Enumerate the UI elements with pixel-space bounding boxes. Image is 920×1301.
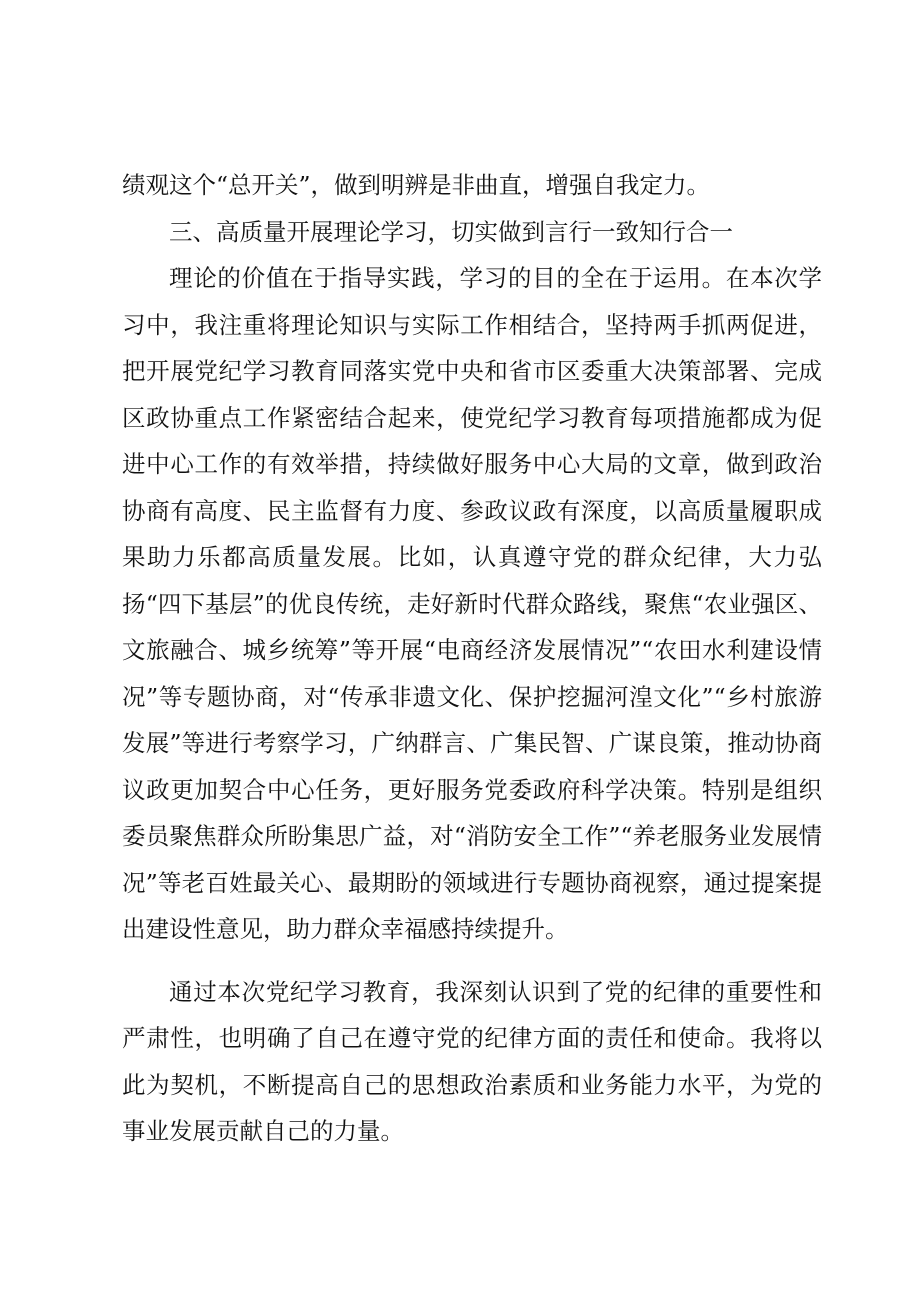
paragraph-body: 理论的价值在于指导实践，学习的目的全在于运用。在本次学习中，我注重将理论知识与实际工作相结合，坚持两手抓两促进，把开展党纪学习教育同落实党中央和省市区委重大决策部署、完成区政协重点工作紧密结合起来，使党纪学习教育每项措施都成为促进中心工作的有效举措，持续做好服务中心大局的文章，做到政治协商有高度、民主监督有力度、参政议政有深度，以高质量履职成果助力乐都高质量发展。比如，认真遵守党的群众纪律，大力弘扬“四下基层”的优良传统，走好新时代群众路线，聚焦“农业强区、文旅融合、城乡统筹”等开展“电商经济发展情况”“农田水利建设情况”等专题协商，对“传承非遗文化、保护挖掘河湟文化”“乡村旅游发展”等进行考察学习，广纳群言、广集民智、广谋良策，推动协商议政更加契合中心任务，更好服务党委政府科学决策。特别是组织委员聚焦群众所盼集思广益，对“消防安全工作”“养老服务业发展情况”等老百姓最关心、最期盼的领域进行专题协商视察，通过提案提出建设性意见，助力群众幸福感持续提升。 xyxy=(122,264,822,943)
paragraph-conclusion: 通过本次党纪学习教育，我深刻认识到了党的纪律的重要性和严肃性，也明确了自己在遵守党的纪律方面的责任和使命。我将以此为契机，不断提高自己的思想政治素质和业务能力水平，为党的事业发展贡献自己的力量。 xyxy=(122,977,822,1145)
section-heading: 三、高质量开展理论学习，切实做到言行一致知行合一 xyxy=(169,217,733,246)
document-body xyxy=(122,162,822,1155)
paragraph-continuation: 绩观这个“总开关”，做到明辨是非曲直，增强自我定力。 xyxy=(122,171,711,199)
